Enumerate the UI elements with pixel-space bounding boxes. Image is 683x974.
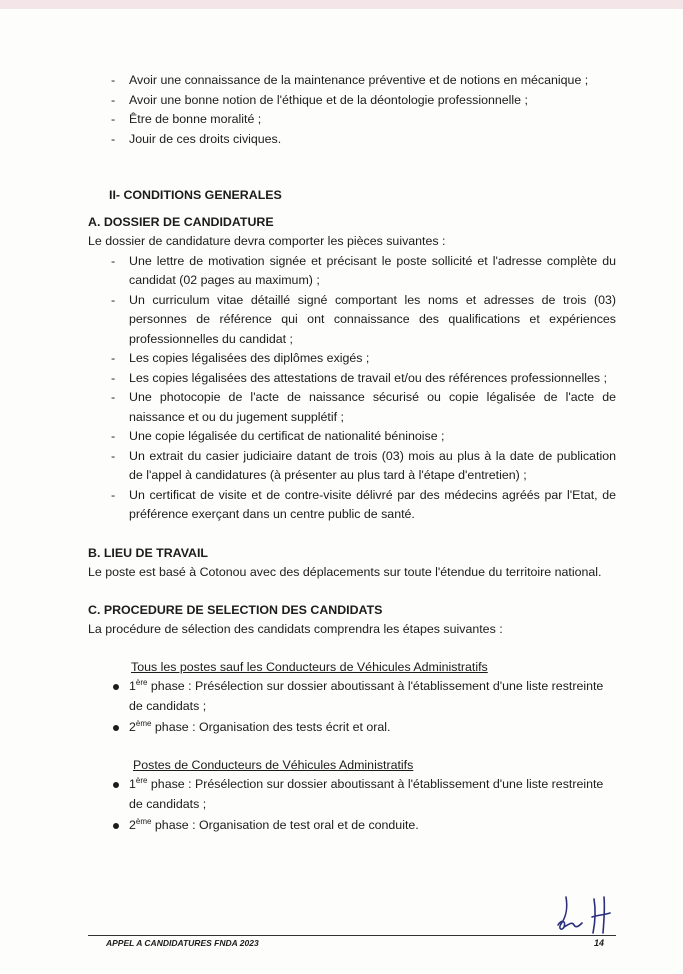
list-item: - Jouir de ces droits civiques.	[88, 130, 616, 150]
group-title-drivers: Postes de Conducteurs de Véhicules Administratifs	[133, 757, 414, 772]
list-item: - Un extrait du casier judiciaire datant de trois (03) mois au plus à la date de publication de l'appel à candidatures (à présenter au plus tard à l'étape d'entretien) ;	[88, 447, 616, 486]
list-item: - Être de bonne moralité ;	[88, 110, 616, 130]
list-item: 2ème phase : Organisation de test oral et de conduite.	[88, 816, 616, 836]
list-item: - Avoir une bonne notion de l'éthique et de la déontologie professionnelle ;	[88, 91, 616, 111]
section-title-dossier: A. DOSSIER DE CANDIDATURE	[88, 214, 274, 229]
section-title-lieu: B. LIEU DE TRAVAIL	[88, 545, 209, 560]
dossier-list	[88, 252, 616, 525]
section-title-procedure: C. PROCEDURE DE SELECTION DES CANDIDATS	[88, 602, 383, 617]
list-item: - Un curriculum vitae détaillé signé comportant les noms et adresses de trois (03) personnes de référence qui ont connaissance des qualifications et expériences professionnelles du candidat ;	[88, 291, 616, 350]
list-item: - Une lettre de motivation signée et précisant le poste sollicité et l'adresse complète du candidat (02 pages au maximum) ;	[88, 252, 616, 291]
phase-list-all-posts	[88, 677, 616, 738]
phase-list-drivers	[88, 775, 616, 836]
requirements-list	[88, 71, 616, 149]
signature-mark	[552, 891, 622, 937]
list-item: 2ème phase : Organisation des tests écrit et oral.	[88, 718, 616, 738]
lieu-text: Le poste est basé à Cotonou avec des déplacements sur toute l'étendue du territoire national.	[88, 565, 602, 579]
section-title-conditions-generales: II- CONDITIONS GENERALES	[109, 188, 282, 202]
list-item: - Un certificat de visite et de contre-visite délivré par des médecins agréés par l'Etat, de préférence exerçant dans un centre public de santé.	[88, 486, 616, 525]
page-number: 14	[594, 938, 605, 948]
page-content	[88, 71, 616, 836]
list-item: - Les copies légalisées des attestations de travail et/ou des références professionnelles ;	[88, 369, 616, 389]
list-item: - Avoir une connaissance de la maintenance préventive et de notions en mécanique ;	[88, 71, 616, 91]
procedure-intro: La procédure de sélection des candidats comprendra les étapes suivantes :	[88, 622, 503, 636]
group-title-all-posts: Tous les postes sauf les Conducteurs de Véhicules Administratifs	[131, 659, 488, 674]
list-item: - Une photocopie de l'acte de naissance sécurisé ou copie légalisée de l'acte de naissance et ou du jugement supplétif ;	[88, 388, 616, 427]
list-item: - Une copie légalisée du certificat de nationalité béninoise ;	[88, 427, 616, 447]
list-item: 1ère phase : Présélection sur dossier aboutissant à l'établissement d'une liste restreinte de candidats ;	[88, 677, 616, 716]
footer-divider	[88, 935, 616, 936]
list-item: 1ère phase : Présélection sur dossier aboutissant à l'établissement d'une liste restreinte de candidats ;	[88, 775, 616, 814]
list-item: - Les copies légalisées des diplômes exigés ;	[88, 349, 616, 369]
footer-title: APPEL A CANDIDATURES FNDA 2023	[106, 938, 259, 948]
dossier-intro: Le dossier de candidature devra comporter les pièces suivantes :	[88, 234, 446, 248]
